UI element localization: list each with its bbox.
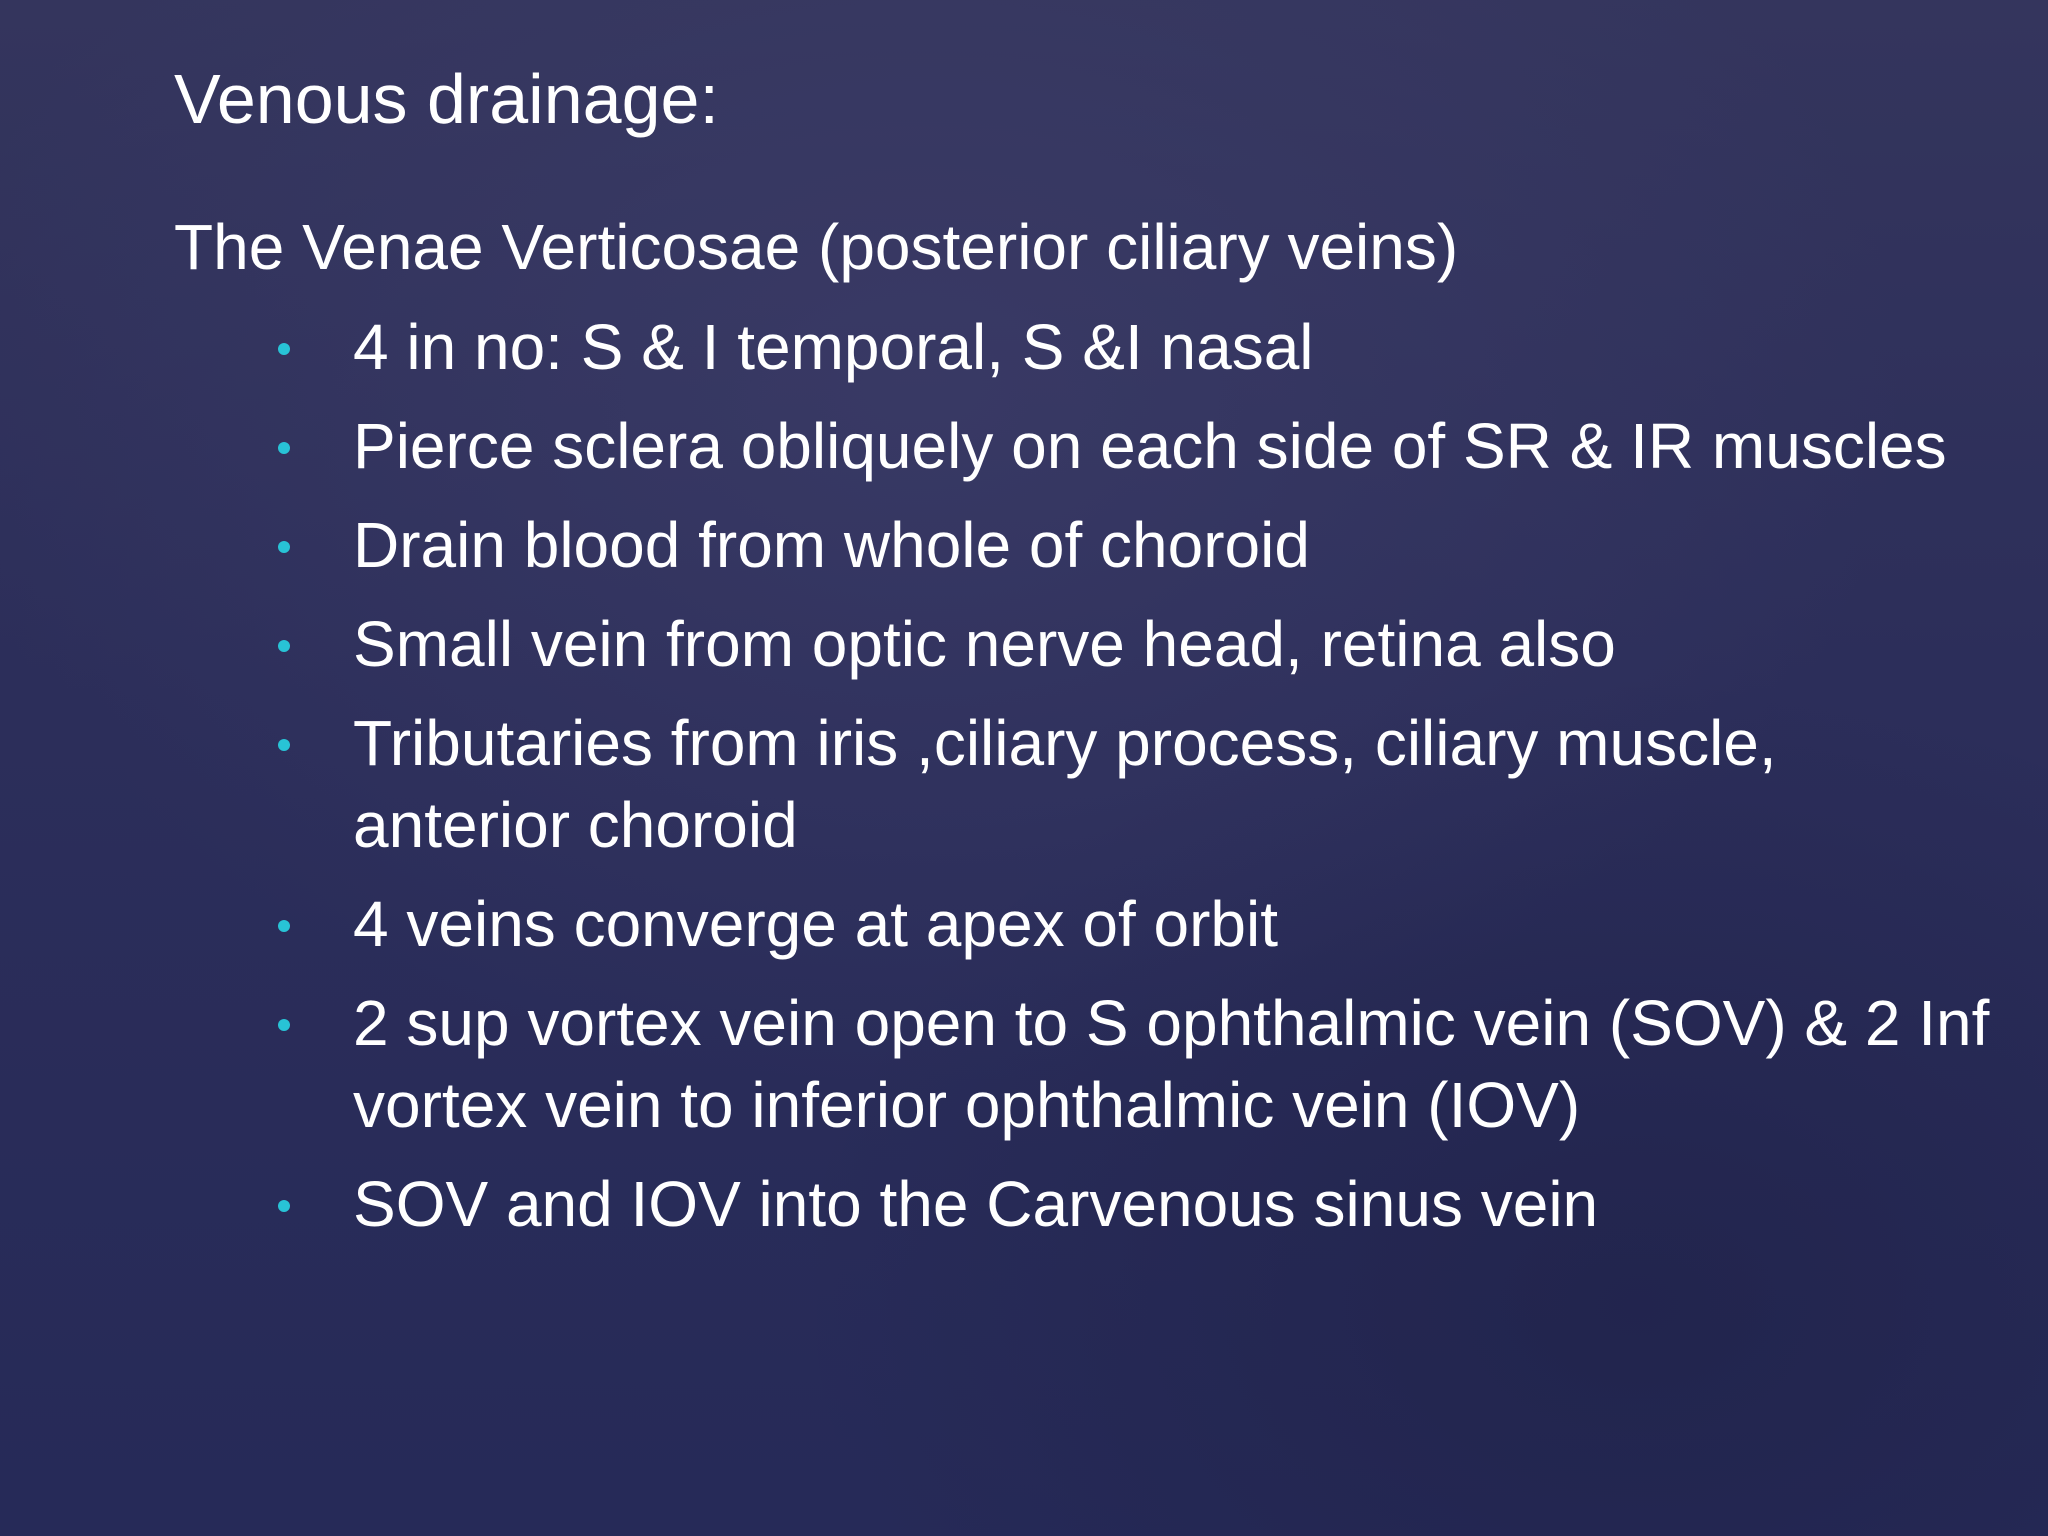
bullet-dot-icon: [278, 1019, 290, 1031]
bullet-item: [270, 306, 2010, 388]
bullet-item: [270, 603, 2010, 685]
bullet-dot-icon: [278, 541, 290, 553]
bullet-item: [270, 1163, 2010, 1245]
bullet-item: [270, 883, 2010, 965]
bullet-item: [270, 405, 2010, 487]
bullet-item: [270, 982, 2010, 1146]
bullet-dot-icon: [278, 920, 290, 932]
bullet-list: [270, 306, 2010, 1262]
slide-title: Venous drainage:: [174, 60, 719, 138]
bullet-text: Drain blood from whole of choroid: [353, 509, 1310, 581]
bullet-dot-icon: [278, 1200, 290, 1212]
bullet-dot-icon: [278, 739, 290, 751]
slide-heading: The Venae Verticosae (posterior ciliary veins): [174, 211, 1459, 283]
bullet-item: [270, 504, 2010, 586]
bullet-dot-icon: [278, 640, 290, 652]
bullet-text: 4 veins converge at apex of orbit: [353, 888, 1278, 960]
bullet-dot-icon: [278, 343, 290, 355]
bullet-text: Small vein from optic nerve head, retina also: [353, 608, 1616, 680]
bullet-text: SOV and IOV into the Carvenous sinus vein: [353, 1168, 1599, 1240]
bullet-dot-icon: [278, 442, 290, 454]
bullet-text: Tributaries from iris ,ciliary process, ciliary muscle, anterior choroid: [353, 707, 1777, 861]
bullet-text: Pierce sclera obliquely on each side of SR & IR muscles: [353, 410, 1947, 482]
bullet-text: 2 sup vortex vein open to S ophthalmic vein (SOV) & 2 Inf vortex vein to inferior ophthalmic vein (IOV): [353, 987, 1990, 1141]
bullet-text: 4 in no: S & I temporal, S &I nasal: [353, 311, 1314, 383]
bullet-item: [270, 702, 2010, 866]
